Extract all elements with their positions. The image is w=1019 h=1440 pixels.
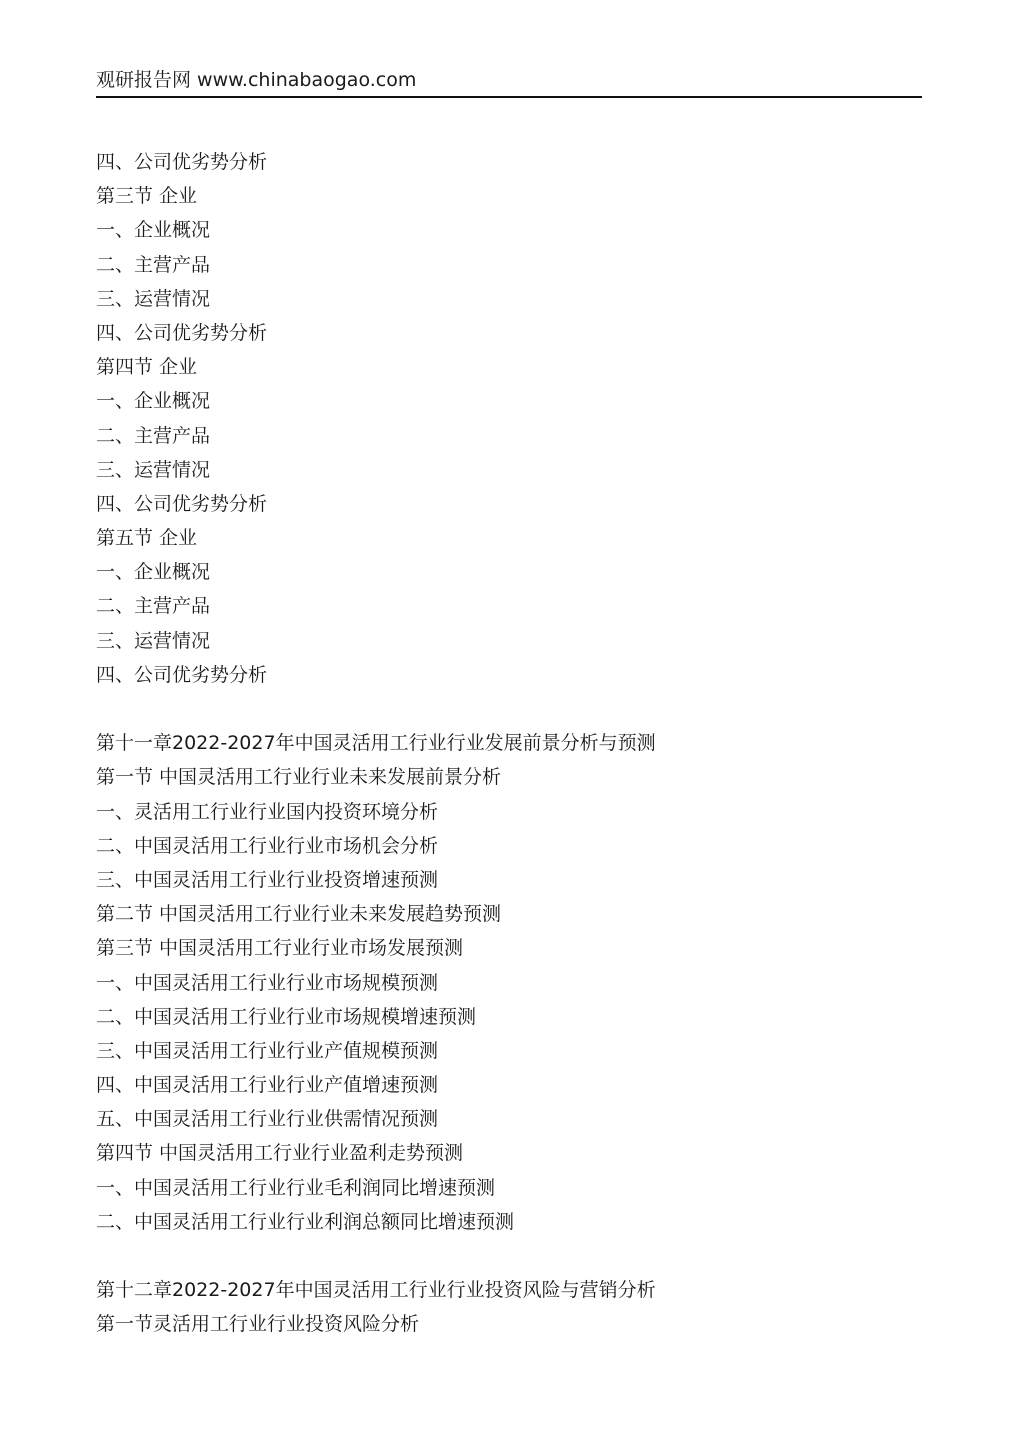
toc-section-heading: 第四节 企业 xyxy=(96,356,198,379)
toc-item: 一、企业概况 xyxy=(96,390,211,413)
toc-spacer xyxy=(96,692,922,726)
page-header xyxy=(96,66,922,98)
toc-item: 四、公司优劣势分析 xyxy=(96,492,268,515)
toc-section-heading: 第一节灵活用工行业行业投资风险分析 xyxy=(96,1313,420,1336)
toc-item: 四、公司优劣势分析 xyxy=(96,663,268,686)
toc-item: 四、公司优劣势分析 xyxy=(96,151,268,173)
toc-section-heading: 第二节 中国灵活用工行业行业未来发展趋势预测 xyxy=(96,903,502,926)
toc-item: 二、主营产品 xyxy=(96,424,211,447)
toc-section-heading: 第五节 企业 xyxy=(96,527,198,550)
toc-spacer xyxy=(96,1239,922,1273)
toc-section-heading: 第四节 中国灵活用工行业行业盈利走势预测 xyxy=(96,1142,464,1165)
toc-chapter-heading: 第十一章2022-2027年中国灵活用工行业行业发展前景分析与预测 xyxy=(96,732,656,755)
toc-item: 一、中国灵活用工行业行业毛利润同比增速预测 xyxy=(96,1176,496,1199)
toc-section-heading: 第三节 中国灵活用工行业行业市场发展预测 xyxy=(96,937,464,960)
toc-item: 二、主营产品 xyxy=(96,595,211,618)
header-site-name: 观研报告网 www.chinabaogao.com xyxy=(96,69,417,91)
toc-section-heading: 第一节 中国灵活用工行业行业未来发展前景分析 xyxy=(96,766,502,789)
toc-item: 三、运营情况 xyxy=(96,458,211,481)
toc-item: 三、中国灵活用工行业行业产值规模预测 xyxy=(96,1039,439,1062)
toc-item: 一、灵活用工行业行业国内投资环境分析 xyxy=(96,800,439,823)
toc-item: 二、中国灵活用工行业行业市场规模增速预测 xyxy=(96,1005,477,1028)
toc-item: 五、中国灵活用工行业行业供需情况预测 xyxy=(96,1108,439,1131)
toc-item: 二、主营产品 xyxy=(96,253,211,276)
toc-item: 三、运营情况 xyxy=(96,287,211,310)
toc-item: 二、中国灵活用工行业行业市场机会分析 xyxy=(96,834,439,857)
toc-item: 一、中国灵活用工行业行业市场规模预测 xyxy=(96,971,439,994)
toc-item: 三、中国灵活用工行业行业投资增速预测 xyxy=(96,868,439,891)
toc-section-heading: 第三节 企业 xyxy=(96,185,198,208)
toc-item: 三、运营情况 xyxy=(96,629,211,652)
toc-chapter-heading: 第十二章2022-2027年中国灵活用工行业行业投资风险与营销分析 xyxy=(96,1279,656,1302)
table-of-contents xyxy=(96,145,922,1342)
toc-item: 四、公司优劣势分析 xyxy=(96,321,268,344)
toc-item: 一、企业概况 xyxy=(96,219,211,242)
toc-item: 一、企业概况 xyxy=(96,561,211,584)
toc-item: 二、中国灵活用工行业行业利润总额同比增速预测 xyxy=(96,1210,515,1233)
toc-item: 四、中国灵活用工行业行业产值增速预测 xyxy=(96,1074,439,1097)
